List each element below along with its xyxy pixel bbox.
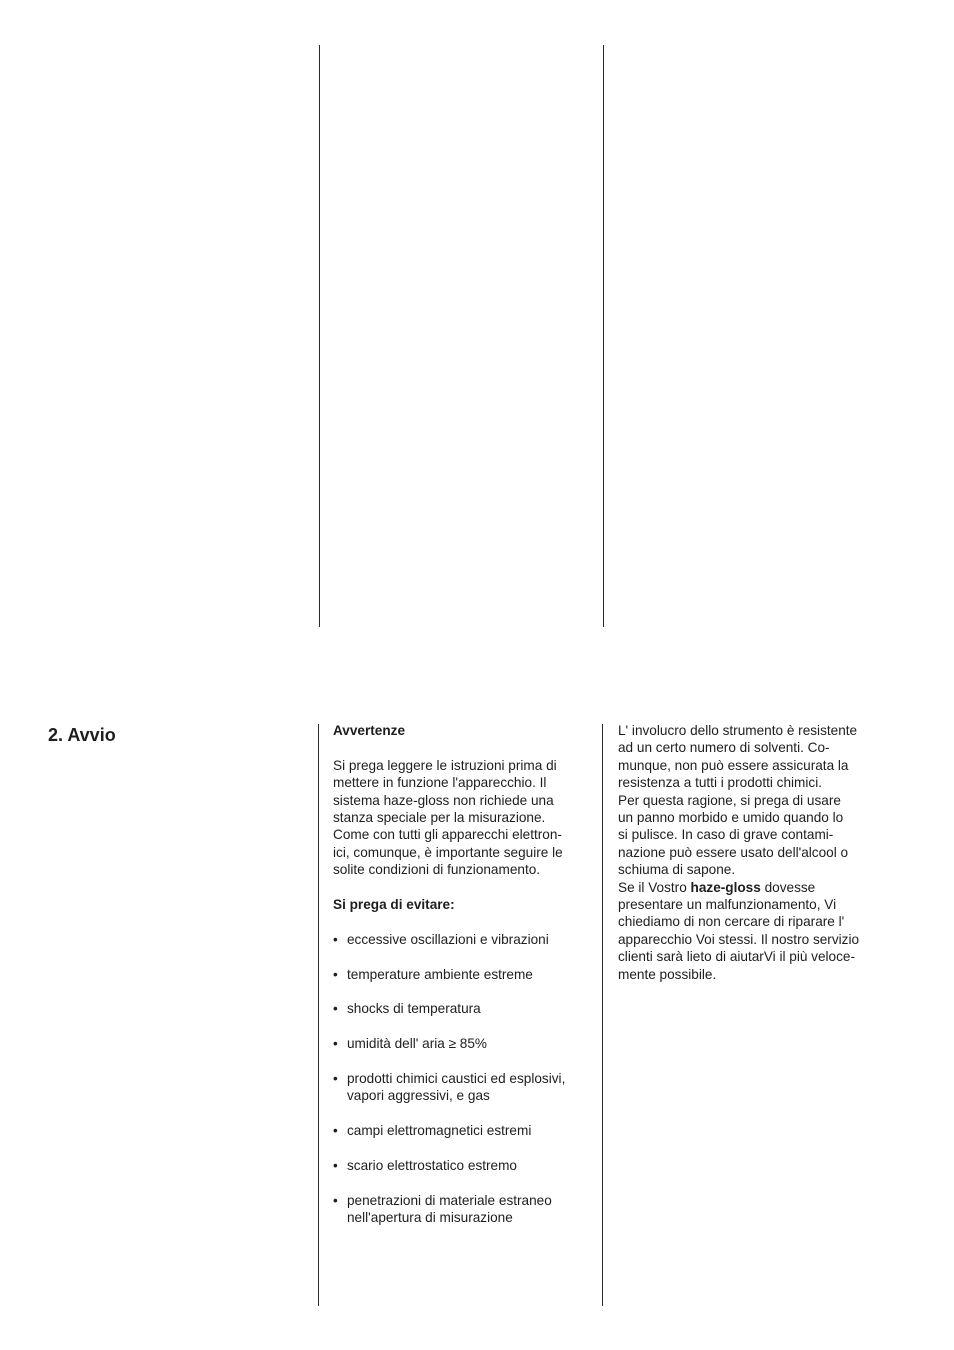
malfunction-first-line xyxy=(618,879,888,896)
list-item xyxy=(333,966,595,983)
list-item xyxy=(333,1157,595,1174)
body-line: apparecchio Voi stessi. Il nostro servizio xyxy=(618,931,860,947)
list-item xyxy=(333,1192,595,1227)
bullet-icon: • xyxy=(333,966,338,982)
bullet-icon: • xyxy=(333,931,338,947)
intro-line: ici, comunque, è importante seguire le xyxy=(333,844,563,860)
body-line: schiuma di sapone. xyxy=(618,862,736,878)
list-item-text: campi elettromagnetici estremi xyxy=(347,1123,532,1139)
warnings-column xyxy=(333,722,595,1244)
body-line: L' involucro dello strumento è resistente xyxy=(618,723,858,738)
body-line: chiediamo di non cercare di riparare l' xyxy=(618,914,845,930)
list-item xyxy=(333,1000,595,1017)
list-item-text: prodotti chimici caustici ed esplosivi, xyxy=(347,1071,566,1087)
list-item xyxy=(333,1035,595,1052)
avoid-list xyxy=(333,931,595,1227)
list-item-text: nell'apertura di misurazione xyxy=(347,1210,513,1226)
body-line: ad un certo numero di solventi. Co- xyxy=(618,740,830,756)
body-line: Per questa ragione, si prega di usare xyxy=(618,792,841,808)
body-line: munque, non può essere assicurata la xyxy=(618,757,849,773)
body-line: mente possibile. xyxy=(618,966,717,982)
list-item-text: scario elettrostatico estremo xyxy=(347,1158,517,1174)
column-divider-bottom-left xyxy=(318,724,319,1306)
list-item-text: eccessive oscillazioni e vibrazioni xyxy=(347,931,549,947)
intro-line: stanza speciale per la misurazione. xyxy=(333,810,546,826)
intro-line: solite condizioni di funzionamento. xyxy=(333,862,541,878)
list-item-text: penetrazioni di materiale estraneo xyxy=(347,1192,552,1208)
cleaning-paragraph xyxy=(618,722,888,879)
malfunction-prefix: Se il Vostro xyxy=(618,879,691,895)
body-line: presentare un malfunzionamento, Vi xyxy=(618,897,837,913)
list-item-text: temperature ambiente estreme xyxy=(347,966,533,982)
column-divider-top-right xyxy=(603,45,604,627)
avoid-heading: Si prega di evitare: xyxy=(333,897,455,913)
warnings-heading: Avvertenze xyxy=(333,723,406,738)
bullet-icon: • xyxy=(333,1192,338,1208)
list-item-text: umidità dell' aria ≥ 85% xyxy=(347,1036,488,1052)
list-item-text: shocks di temperatura xyxy=(347,1001,481,1017)
malfunction-paragraph xyxy=(618,879,888,983)
body-line: un panno morbido e umido quando lo xyxy=(618,810,844,826)
bullet-icon: • xyxy=(333,1001,338,1017)
column-divider-top-left xyxy=(319,45,320,627)
list-item xyxy=(333,1070,595,1105)
intro-line: sistema haze-gloss non richiede una xyxy=(333,792,554,808)
care-column xyxy=(618,722,888,983)
bullet-icon: • xyxy=(333,1036,338,1052)
intro-paragraph xyxy=(333,757,595,879)
body-line: resistenza a tutti i prodotti chimici. xyxy=(618,775,822,791)
list-item xyxy=(333,931,595,948)
intro-line: Si prega leggere le istruzioni prima di xyxy=(333,757,557,773)
product-name: haze-gloss xyxy=(690,879,761,895)
bullet-icon: • xyxy=(333,1123,338,1139)
intro-line: Come con tutti gli apparecchi elettron- xyxy=(333,827,562,843)
body-line: clienti sarà lieto di aiutarVi il più veloce- xyxy=(618,949,856,965)
intro-line: mettere in funzione l'apparecchio. Il xyxy=(333,775,547,791)
bullet-icon: • xyxy=(333,1158,338,1174)
column-divider-bottom-right xyxy=(602,724,603,1306)
section-title: 2. Avvio xyxy=(48,725,116,745)
list-item xyxy=(333,1122,595,1139)
bullet-icon: • xyxy=(333,1071,338,1087)
malfunction-suffix: dovesse xyxy=(760,879,816,895)
body-line: si pulisce. In caso di grave contami- xyxy=(618,827,834,843)
body-line: nazione può essere usato dell'alcool o xyxy=(618,844,849,860)
list-item-text: vapori aggressivi, e gas xyxy=(347,1088,490,1104)
